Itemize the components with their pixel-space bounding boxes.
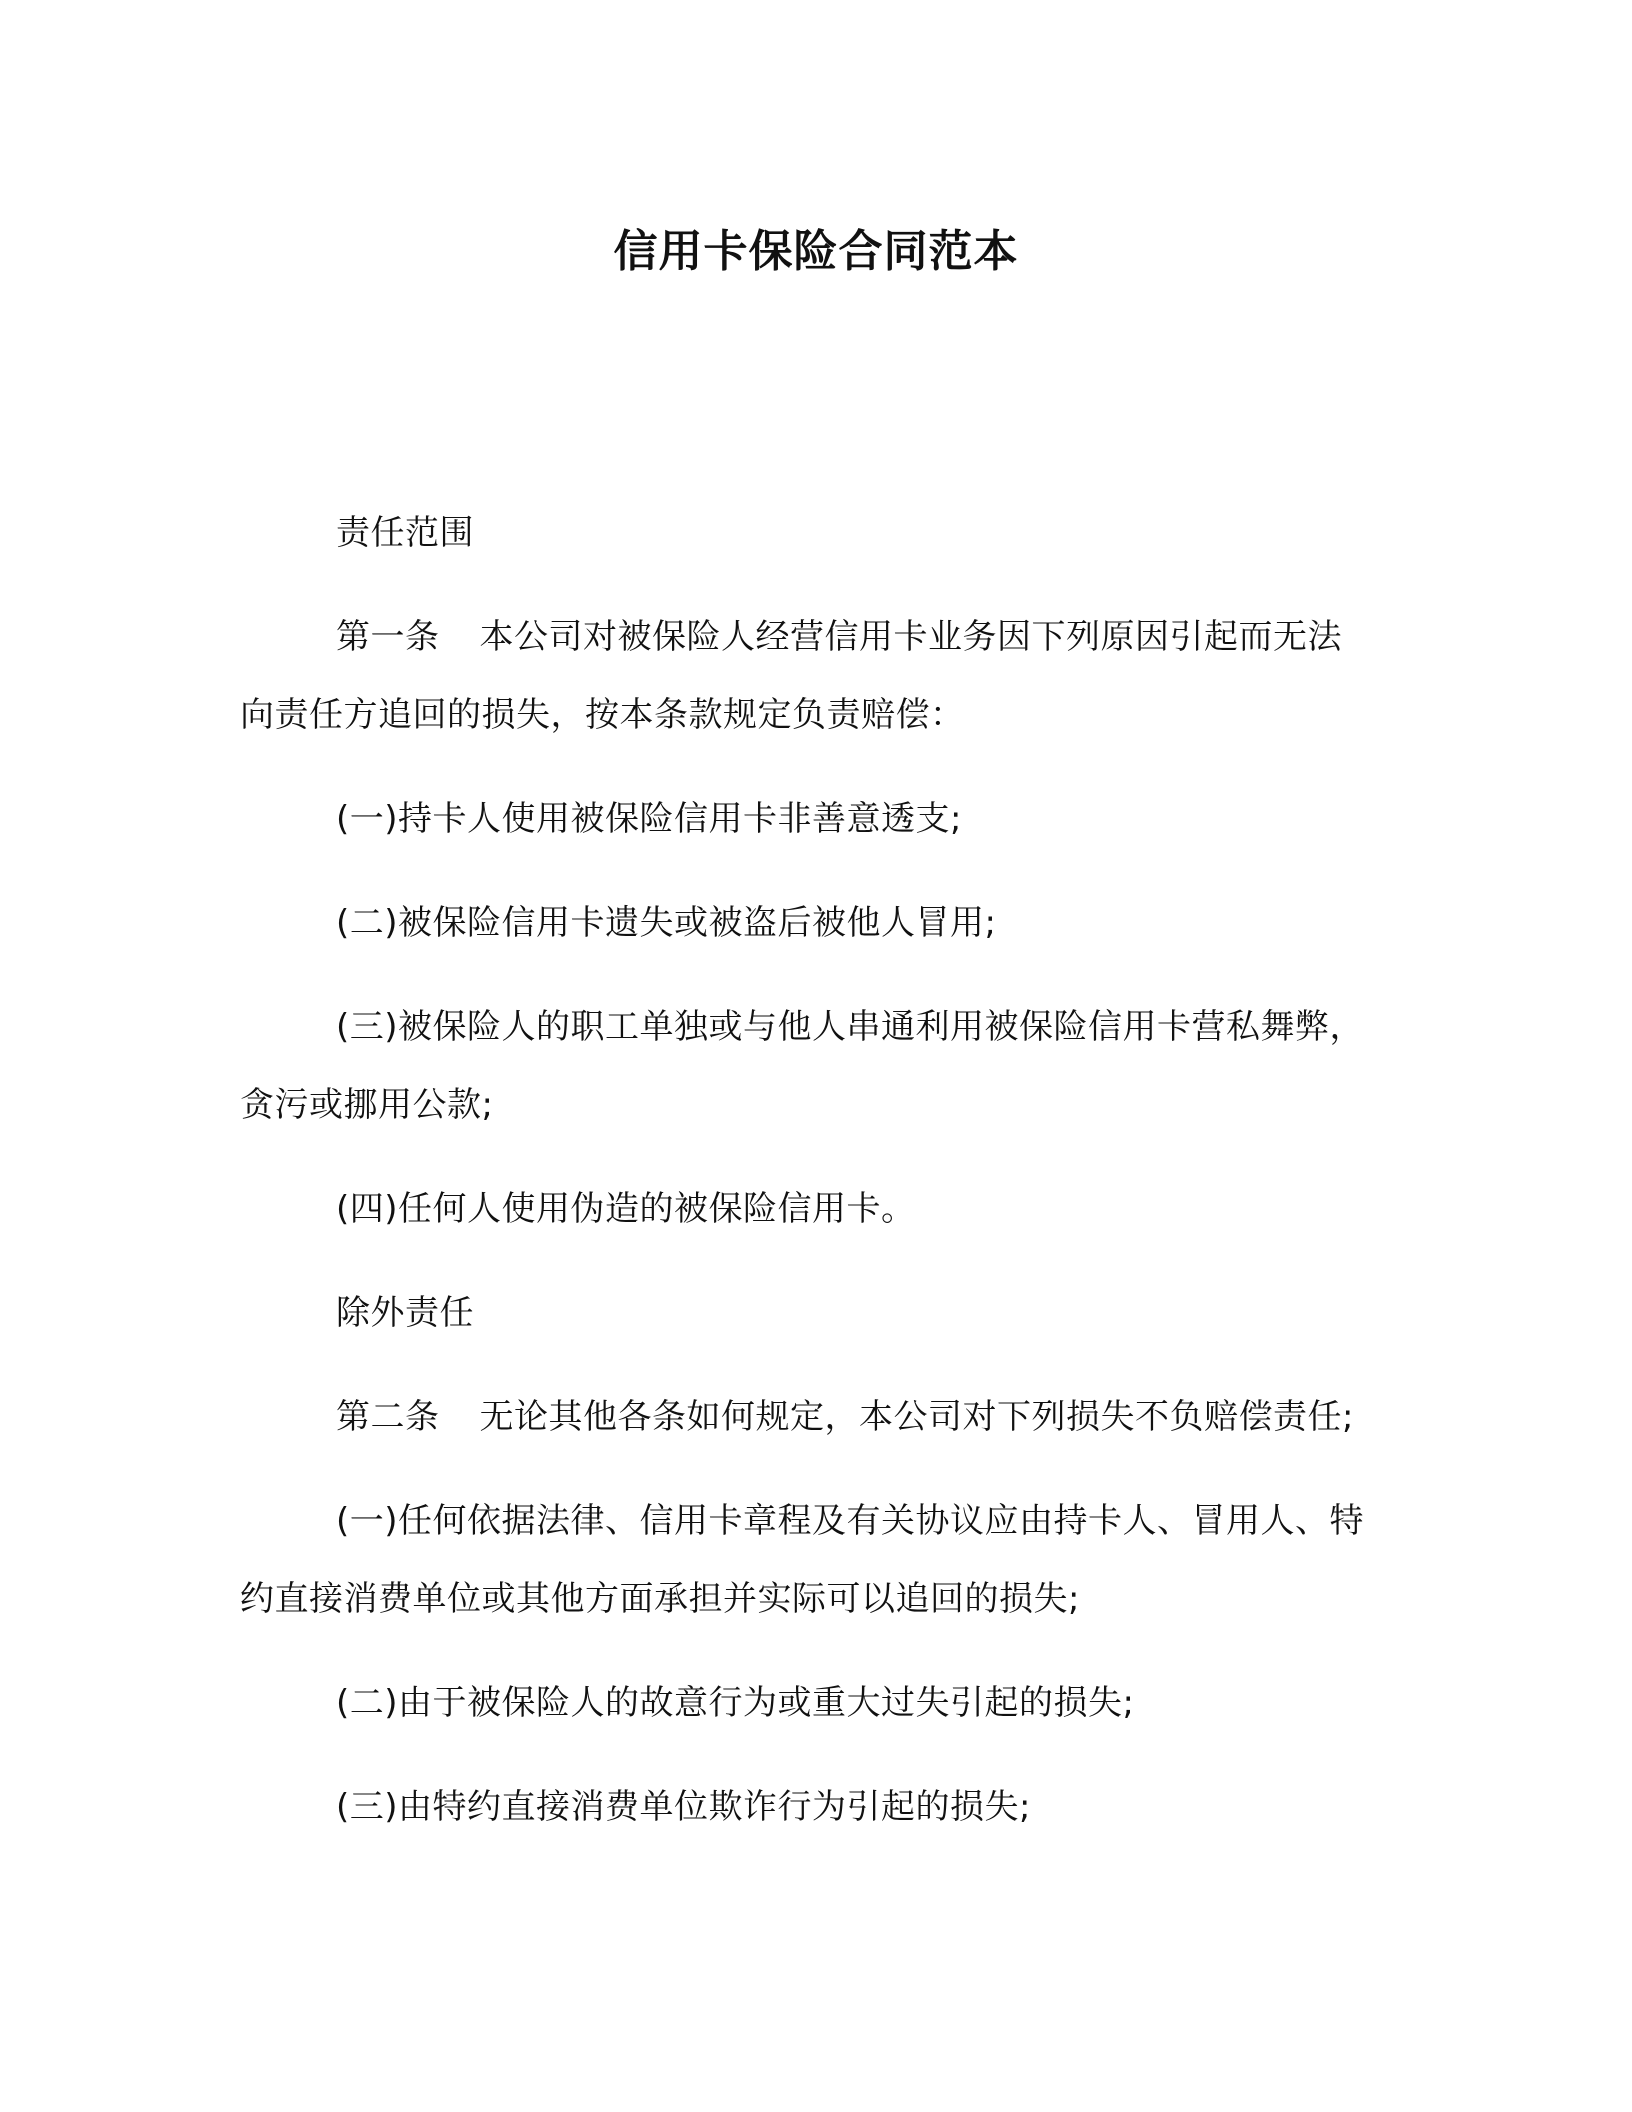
list-item: (二)被保险信用卡遗失或被盗后被他人冒用; bbox=[336, 903, 997, 943]
article-two-text: 无论其他各条如何规定，本公司对下列损失不负赔偿责任; bbox=[479, 1397, 1354, 1437]
list-item: (四)任何人使用伪造的被保险信用卡。 bbox=[336, 1189, 916, 1229]
list-item: (一)持卡人使用被保险信用卡非善意透支; bbox=[336, 799, 962, 839]
article-one bbox=[240, 598, 1375, 754]
document-title: 信用卡保险合同范本 bbox=[613, 226, 1019, 277]
article-one-text: 本公司对被保险人经营信用卡业务因下列原因引起而无法向责任方追回的损失，按本条款规定负责赔偿： bbox=[240, 617, 1342, 735]
article-two-number: 第二条 bbox=[336, 1397, 440, 1437]
list-item: (一)任何依据法律、信用卡章程及有关协议应由持卡人、冒用人、特约直接消费单位或其他方面承担并实际可以追回的损失; bbox=[240, 1501, 1365, 1619]
section-heading-exclusions: 除外责任 bbox=[336, 1293, 474, 1333]
list-item: (三)由特约直接消费单位欺诈行为引起的损失; bbox=[336, 1787, 1031, 1827]
document-body bbox=[240, 494, 1375, 1872]
list-item: (二)由于被保险人的故意行为或重大过失引起的损失; bbox=[336, 1683, 1135, 1723]
article-two bbox=[240, 1378, 1375, 1456]
list-item: (三)被保险人的职工单独或与他人串通利用被保险信用卡营私舞弊，贪污或挪用公款; bbox=[240, 1007, 1365, 1125]
article-one-number: 第一条 bbox=[336, 617, 440, 657]
section-heading-liability-scope: 责任范围 bbox=[336, 513, 474, 553]
